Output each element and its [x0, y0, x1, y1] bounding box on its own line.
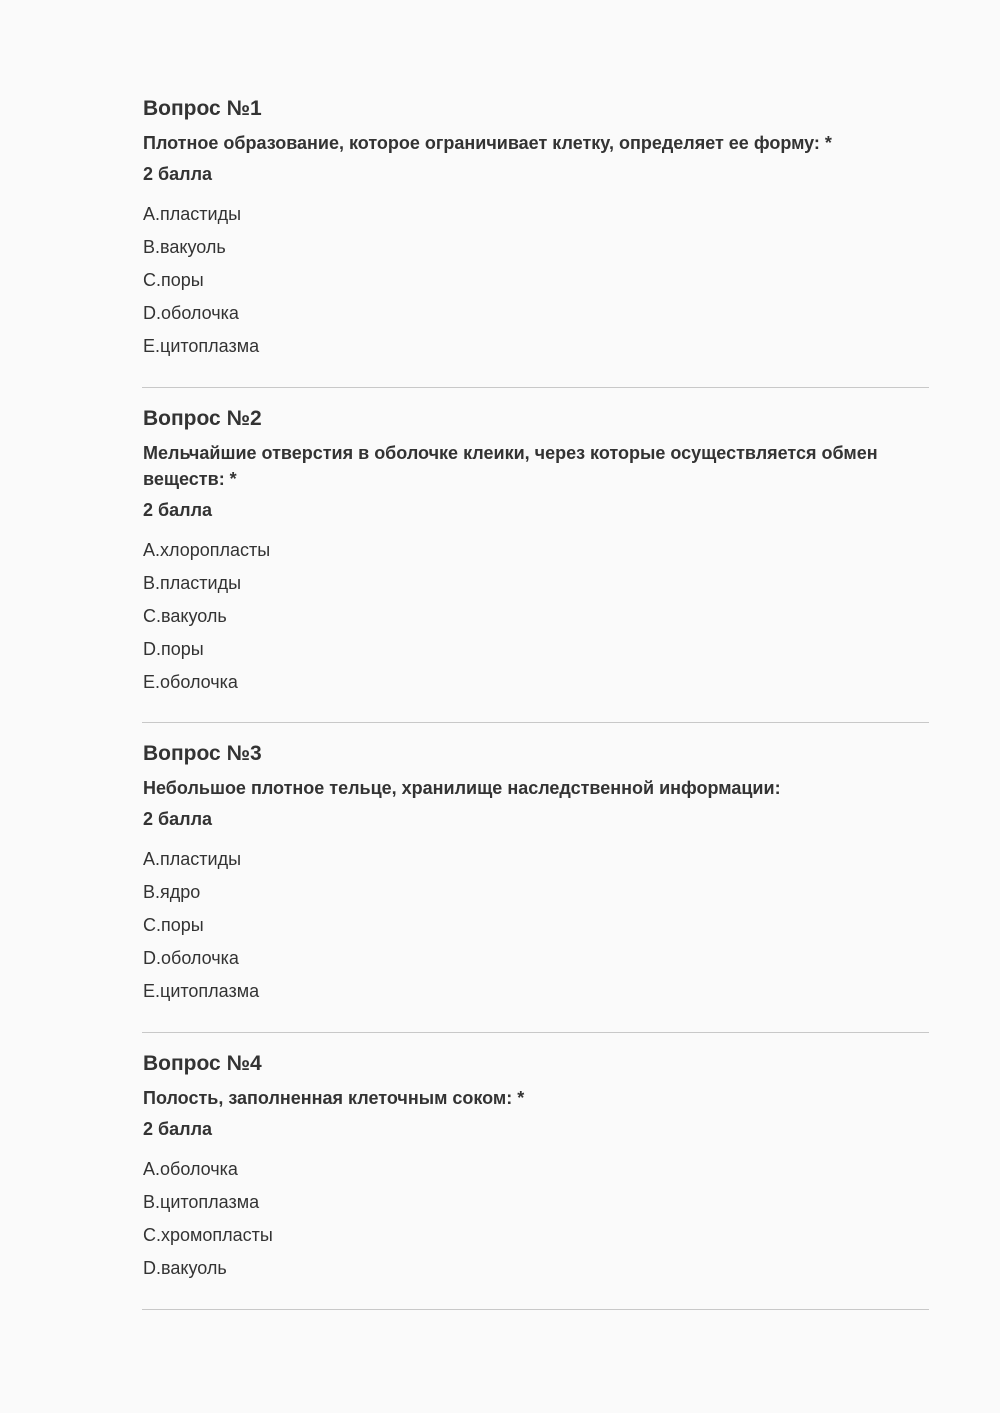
options-list [143, 1157, 929, 1289]
question-text: Плотное образование, которое ограничивает клетку, определяет ее форму: * [143, 133, 832, 153]
option-a[interactable]: A.пластиды [143, 204, 242, 224]
question-title: Вопрос №4 [143, 1052, 262, 1075]
option-e[interactable]: E.цитоплазма [143, 981, 260, 1001]
question-title: Вопрос №1 [143, 97, 262, 120]
divider [142, 1309, 929, 1310]
question-2 [143, 407, 929, 703]
option-e[interactable]: E.цитоплазма [143, 336, 260, 356]
question-text: Полость, заполненная клеточным соком: * [143, 1088, 525, 1108]
option-d[interactable]: D.вакуоль [143, 1258, 227, 1278]
option-b[interactable]: B.ядро [143, 882, 201, 902]
option-d[interactable]: D.оболочка [143, 303, 239, 323]
question-points: 2 балла [143, 809, 213, 829]
divider [142, 722, 929, 723]
question-4 [143, 1052, 929, 1289]
option-a[interactable]: A.хлоропласты [143, 540, 271, 560]
options-list [143, 538, 929, 703]
option-b[interactable]: B.пластиды [143, 573, 242, 593]
question-points: 2 балла [143, 1119, 213, 1139]
option-b[interactable]: B.вакуоль [143, 237, 226, 257]
divider [142, 1032, 929, 1033]
option-a[interactable]: A.пластиды [143, 849, 242, 869]
option-c[interactable]: C.вакуоль [143, 606, 227, 626]
option-e[interactable]: E.оболочка [143, 672, 238, 692]
divider [142, 387, 929, 388]
question-title: Вопрос №2 [143, 407, 262, 430]
question-text: Мельчайшие отверстия в оболочке клеики, через которые осуществляется обмен веществ: * [143, 443, 878, 489]
question-points: 2 балла [143, 500, 213, 520]
option-a[interactable]: A.оболочка [143, 1159, 238, 1179]
option-c[interactable]: C.поры [143, 270, 204, 290]
options-list [143, 202, 929, 367]
option-c[interactable]: C.хромопласты [143, 1225, 273, 1245]
question-title: Вопрос №3 [143, 742, 262, 765]
option-c[interactable]: C.поры [143, 915, 204, 935]
question-text: Небольшое плотное тельце, хранилище наследственной информации: [143, 778, 781, 798]
option-b[interactable]: B.цитоплазма [143, 1192, 260, 1212]
option-d[interactable]: D.оболочка [143, 948, 239, 968]
question-3 [143, 742, 929, 1012]
question-points: 2 балла [143, 164, 213, 184]
question-1 [143, 97, 929, 367]
option-d[interactable]: D.поры [143, 639, 204, 659]
options-list [143, 847, 929, 1012]
